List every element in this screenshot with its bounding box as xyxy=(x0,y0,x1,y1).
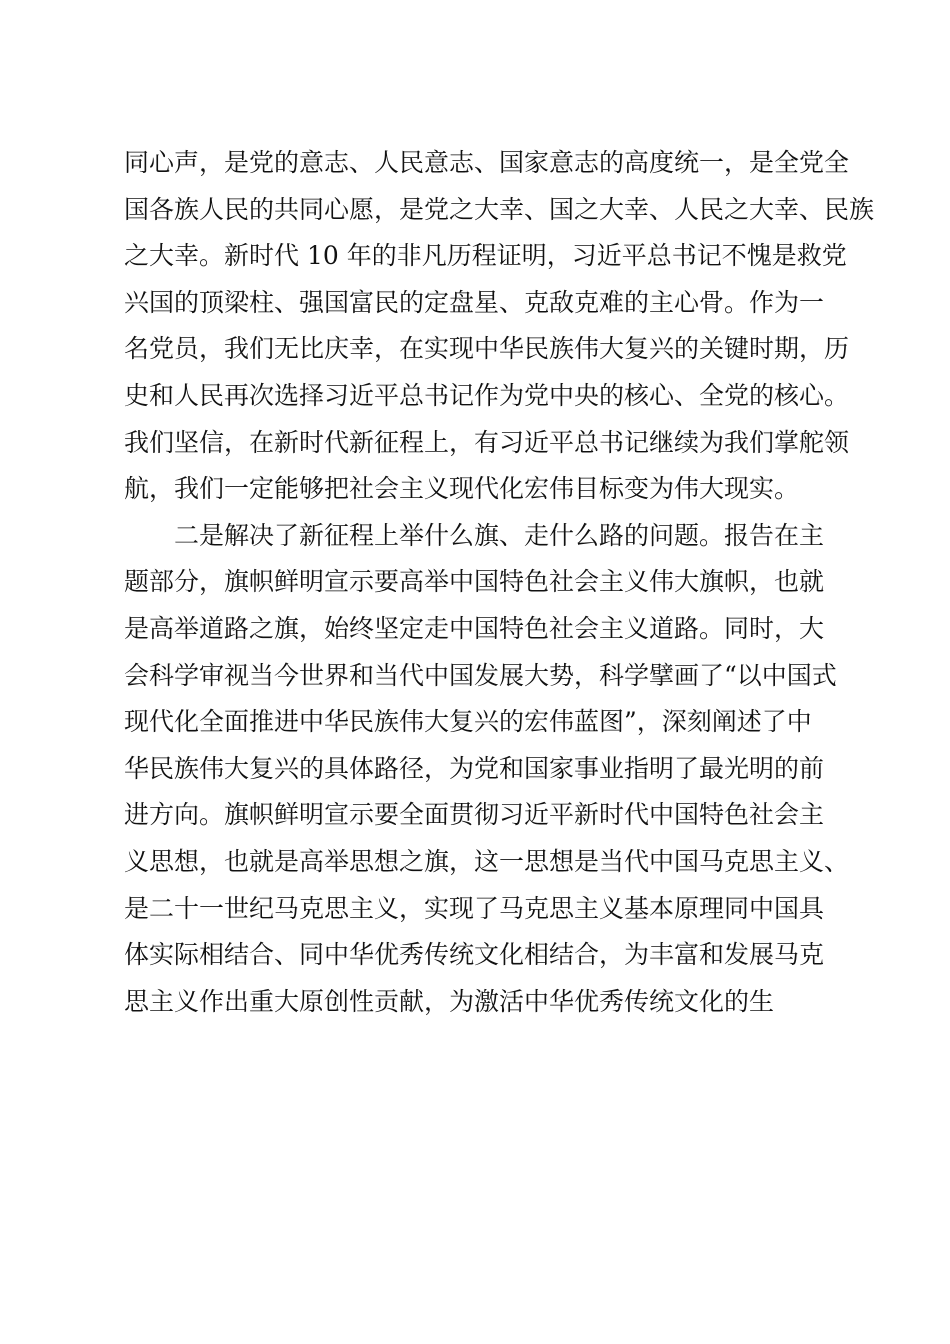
text-line: 思主义作出重大原创性贡献，为激活中华优秀传统文化的生 xyxy=(124,986,775,1016)
document-body xyxy=(124,140,875,1025)
text-line: 题部分，旗帜鲜明宣示要高举中国特色社会主义伟大旗帜，也就 xyxy=(124,567,825,597)
text-line: 现代化全面推进中华民族伟大复兴的宏伟蓝图”，深刻阐述了中 xyxy=(124,707,812,737)
text-line: 是二十一世纪马克思主义，实现了马克思主义基本原理同中国具 xyxy=(124,893,825,923)
text-line: 体实际相结合、同中华优秀传统文化相结合，为丰富和发展马克 xyxy=(124,940,825,970)
text-line: 兴国的顶梁柱、强国富民的定盘星、克敌克难的主心骨。作为一 xyxy=(124,287,825,317)
text-line: 之大幸。新时代 10 年的非凡历程证明，习近平总书记不愧是救党 xyxy=(124,241,847,271)
text-line: 义思想，也就是高举思想之旗，这一思想是当代中国马克思主义、 xyxy=(124,846,850,876)
text-line: 我们坚信，在新时代新征程上，有习近平总书记继续为我们掌舵领 xyxy=(124,427,850,457)
text-line: 华民族伟大复兴的具体路径，为党和国家事业指明了最光明的前 xyxy=(124,753,825,783)
text-line: 会科学审视当今世界和当代中国发展大势，科学擘画了“以中国式 xyxy=(124,660,837,690)
paragraph-2 xyxy=(124,513,850,1026)
text-line: 国各族人民的共同心愿，是党之大幸、国之大幸、人民之大幸、民族 xyxy=(124,194,875,224)
paragraph-1 xyxy=(124,140,875,513)
text-line: 名党员，我们无比庆幸，在实现中华民族伟大复兴的关键时期，历 xyxy=(124,334,850,364)
text-line: 航，我们一定能够把社会主义现代化宏伟目标变为伟大现实。 xyxy=(124,474,800,504)
text-line: 史和人民再次选择习近平总书记作为党中央的核心、全党的核心。 xyxy=(124,380,850,410)
text-line: 同心声，是党的意志、人民意志、国家意志的高度统一，是全党全 xyxy=(124,148,850,177)
text-line: 二是解决了新征程上举什么旗、走什么路的问题。报告在主 xyxy=(174,520,825,550)
text-line: 进方向。旗帜鲜明宣示要全面贯彻习近平新时代中国特色社会主 xyxy=(124,800,825,830)
text-line: 是高举道路之旗，始终坚定走中国特色社会主义道路。同时，大 xyxy=(124,613,825,643)
